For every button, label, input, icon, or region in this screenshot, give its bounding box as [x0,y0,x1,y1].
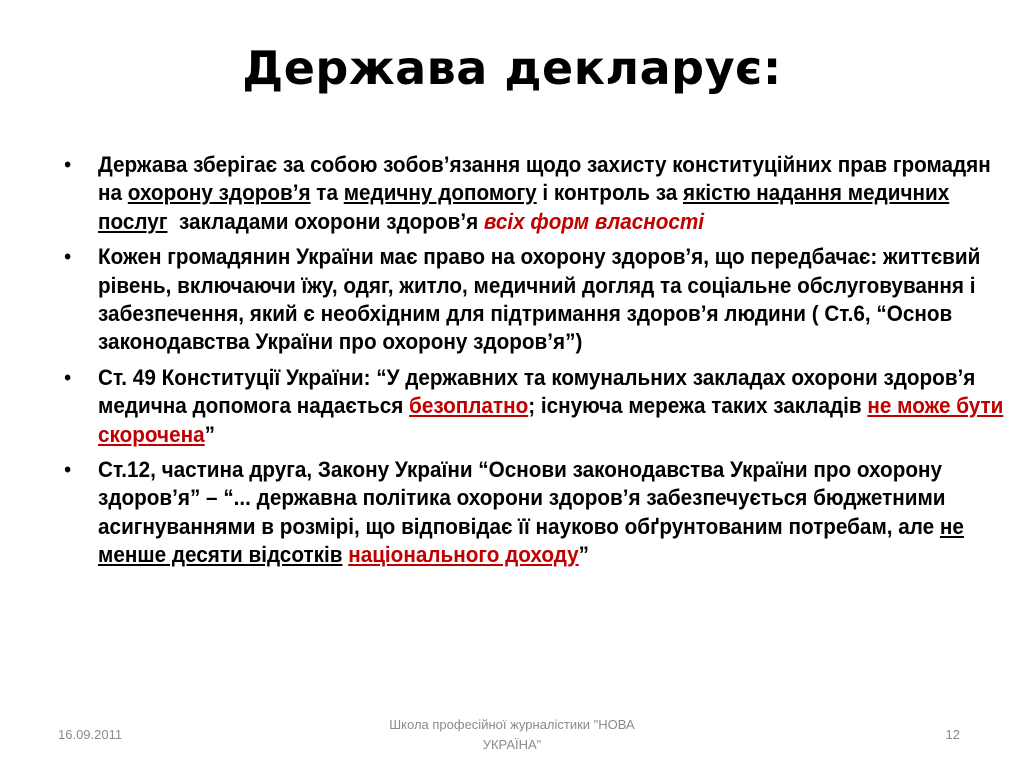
text-run-highlight: національного доходу [348,542,579,568]
slide-number: 12 [945,727,960,742]
text-run: ; існуюча мережа таких закладів [528,393,868,419]
bullet-marker: • [64,152,72,177]
bullet-item [64,456,1004,570]
footer-date: 16.09.2011 [58,727,123,742]
bullet-marker: • [64,364,72,390]
bullet-list [64,151,1004,577]
bullet-marker: • [64,244,72,270]
text-run: Держава зберігає за собою зобов’язання щодо захисту конституційних прав громадян на [98,152,991,206]
text-run: ” [578,542,590,568]
slide-title: Держава декларує: [242,41,782,95]
text-run: Ст.12, частина друга, Закону України “Основи законодавства України про охорону здоров’я” – “... державна політика охорони здоров’я забезпечується бюджетними асигнуваннями в розмірі, що відповідає її науково обґрунтованим потребам, але [98,457,946,539]
text-run: та [310,180,344,206]
text-run: закладами охорони здоров’я [167,208,484,234]
bullet-item [64,364,1004,449]
text-run: Ст. 49 Конституції України: “У державних та комунальних закладах охорони здоров’я медична допомога надається [98,364,976,419]
footer-organization-line: УКРАЇНА" [482,737,542,752]
text-run-highlight: всіх форм власності [483,208,705,234]
bullet-item [64,243,1004,357]
text-run: Кожен громадянин України має право на охорону здоров’я, що передбачає: життєвий рівень, включаючи їжу, одяг, житло, медичний догляд та соціальне обслуговування і забезпечення, який є необхідним для підтримання здоров’я людини ( Ст.6, “Основ законодавства України про охорону здоров’я”) [98,244,981,355]
text-run-underlined: медичну допомогу [343,180,537,206]
text-run-underlined: охорону здоров’я [127,180,311,206]
text-run-highlight: не може бути скорочена [98,393,1004,447]
bullet-marker: • [64,457,72,483]
text-run-underlined: якістю надання медичних послуг [98,180,950,234]
footer-organization-line: Школа професійної журналістики "НОВА [389,717,635,732]
text-run: ” [204,421,215,447]
text-run-highlight: безоплатно [409,393,529,419]
text-run-underlined: не менше десяти відсотків [98,513,964,568]
bullet-item [64,151,1004,236]
text-run: і контроль за [536,180,683,206]
footer-organization [330,715,694,755]
